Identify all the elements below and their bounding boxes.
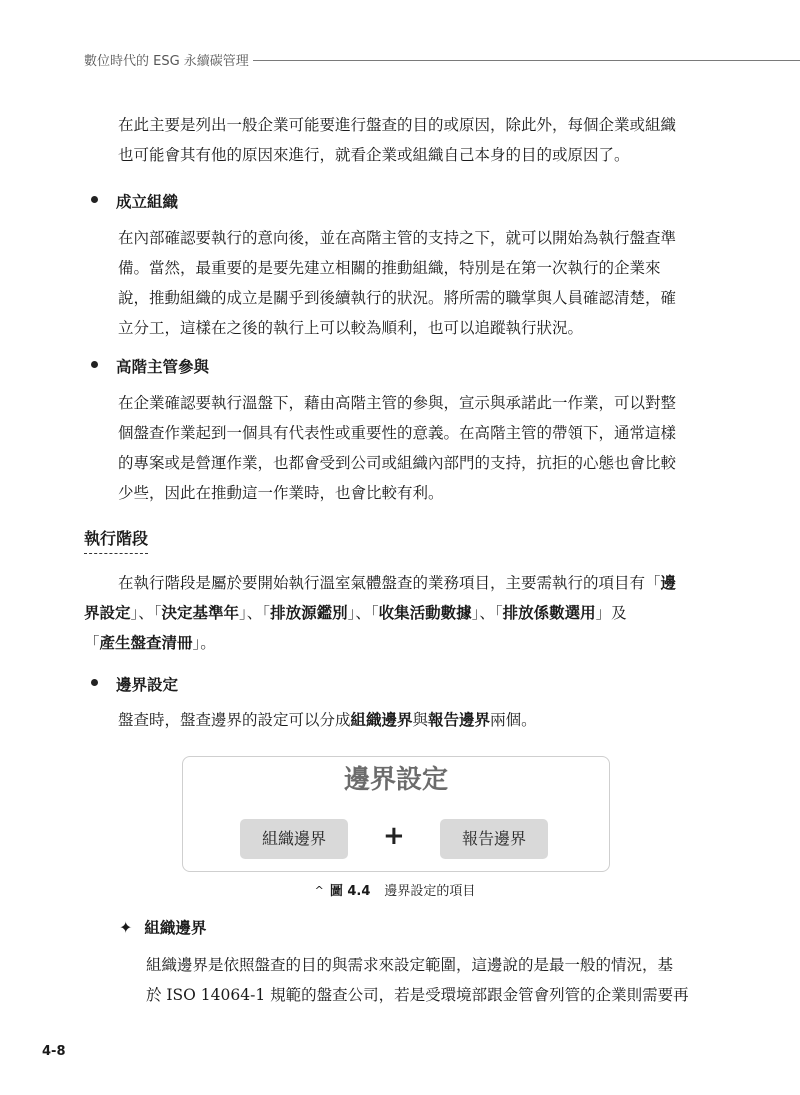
- figure-caption: [0, 880, 790, 899]
- paragraph-line: 說，推動組織的成立是關乎到後續執行的狀況。將所需的職掌與人員確認清楚，確: [118, 289, 677, 307]
- paragraph-line: 少些，因此在推動這一作業時，也會比較有利。: [118, 484, 444, 502]
- keyword: 邊: [660, 574, 677, 592]
- establish-paragraph: [118, 223, 718, 343]
- bullet-dot-icon: [91, 679, 98, 686]
- subbullet-org-boundary: [119, 916, 206, 938]
- keyword: 排放源鑑別: [270, 604, 348, 622]
- paragraph-line: 在內部確認要執行的意向後，並在高階主管的支持之下，就可以開始為執行盤查準: [118, 229, 677, 247]
- executive-paragraph: [118, 388, 718, 508]
- bullet-label: 邊界設定: [116, 676, 179, 694]
- intro-line: 在此主要是列出一般企業可能要進行盤查的目的或原因，除此外，每個企業或組織: [118, 116, 677, 134]
- paragraph-line: 在企業確認要執行溫盤下，藉由高階主管的參與，宣示與承諾此一作業，可以對整: [118, 394, 677, 412]
- bullet-boundary-setting: [91, 673, 178, 695]
- keyword: 排放係數選用: [502, 604, 596, 622]
- keyword: 收集活動數據: [378, 604, 472, 622]
- keyword: 界設定: [84, 604, 131, 622]
- four-point-star-icon: ✦: [119, 918, 133, 937]
- keyword: 產生盤查清冊: [99, 634, 193, 652]
- keyword: 決定基準年: [161, 604, 240, 622]
- paragraph-line: 立分工，這樣在之後的執行上可以較為順利，也可以追蹤執行狀況。: [118, 319, 584, 337]
- caption-chevron-icon: ^: [314, 884, 324, 897]
- section-title-execution-phase: [84, 526, 148, 549]
- bullet-establish-organization: [91, 190, 178, 212]
- intro-line: 也可能會其有他的原因來進行，就看企業或組織自己本身的目的或原因了。: [118, 146, 630, 164]
- org-boundary-paragraph: [146, 950, 726, 1010]
- keyword: 報告邊界: [428, 711, 491, 729]
- plus-icon: +: [383, 821, 405, 851]
- bullet-dot-icon: [91, 196, 98, 203]
- subbullet-label: 組織邊界: [144, 919, 207, 937]
- bullet-label: 成立組織: [116, 193, 179, 211]
- page-number: 4-8: [42, 1044, 66, 1059]
- paragraph-line: 界設定」、「決定基準年」、「排放源鑑別」、「收集活動數據」、「排放係數選用」及: [84, 604, 627, 622]
- figure-number: 圖 4.4: [329, 884, 371, 899]
- bullet-label: 高階主管參與: [116, 358, 210, 376]
- paragraph-line: 在執行階段是屬於要開始執行溫室氣體盤查的業務項目，主要需執行的項目有「邊: [118, 574, 677, 592]
- section-title-text: 執行階段: [84, 529, 149, 548]
- paragraph-line: 盤查時，盤查邊界的設定可以分成組織邊界與報告邊界兩個。: [118, 711, 537, 729]
- running-header: [84, 48, 800, 70]
- execution-paragraph: [84, 568, 720, 658]
- paragraph-line: 「產生盤查清冊」。: [84, 634, 216, 652]
- paragraph-line: 的專案或是營運作業，也都會受到公司或組織內部門的支持，抗拒的心態也會比較: [118, 454, 677, 472]
- report-boundary-box: 報告邊界: [440, 819, 548, 859]
- figure-title: 邊界設定: [343, 765, 448, 795]
- paragraph-line: 於 ISO 14064-1 規範的盤查公司，若是受環境部跟金管會列管的企業則需要再: [146, 986, 689, 1004]
- book-title: 數位時代的 ESG 永續碳管理: [84, 50, 253, 69]
- dashed-underline: [84, 553, 148, 554]
- org-boundary-box: 組織邊界: [240, 819, 348, 859]
- paragraph-line: 備。當然，最重要的是要先建立相關的推動組織，特別是在第一次執行的企業來: [118, 259, 661, 277]
- keyword: 組織邊界: [350, 711, 413, 729]
- boundary-paragraph: [118, 705, 718, 735]
- intro-paragraph: [118, 110, 718, 170]
- paragraph-line: 組織邊界是依照盤查的目的與需求來設定範圍，這邊說的是最一般的情況，基: [146, 956, 674, 974]
- paragraph-line: 個盤查作業起到一個具有代表性或重要性的意義。在高階主管的帶領下，通常這樣: [118, 424, 677, 442]
- boundary-setting-figure: [182, 756, 610, 872]
- bullet-executive-participation: [91, 355, 209, 377]
- bullet-dot-icon: [91, 361, 98, 368]
- caption-text: 邊界設定的項目: [384, 884, 476, 899]
